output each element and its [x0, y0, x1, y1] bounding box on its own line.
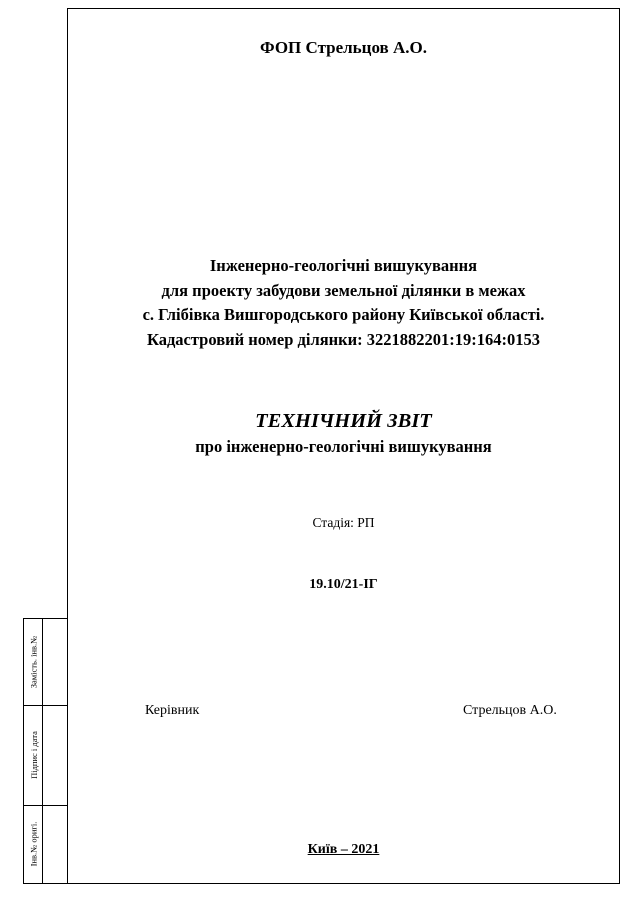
report-subtitle: про інженерно-геологічні вишукування — [195, 437, 492, 456]
stamp-cell — [26, 805, 41, 883]
cadastral-number-line: Кадастровий номер ділянки: 3221882201:19:164:0153 — [146, 329, 541, 349]
city-year: Київ – 2021 — [307, 842, 380, 857]
description-line: Інженерно-геологічні вишукування — [209, 256, 478, 275]
stamp-label-signature: Підпис і дата — [28, 731, 39, 779]
stamp-label-replacement: Замість. інв.№ — [28, 635, 39, 689]
signature-role: Керівник — [145, 703, 200, 718]
stamp-divider — [42, 619, 43, 883]
description-line: для проекту забудови земельної ділянки в межах — [161, 280, 526, 300]
signature-name: Стрельцов А.О. — [463, 703, 557, 718]
document-code: 19.10/21-ІГ — [309, 577, 378, 592]
stamp-cell — [26, 619, 41, 705]
stamp-label-original: Інв.№ оригі. — [28, 821, 39, 867]
firm-name: ФОП Стрельцов А.О. — [260, 38, 427, 57]
project-stage: Стадія: РП — [312, 515, 375, 530]
project-description — [67, 254, 620, 352]
report-title: ТЕХНІЧНИЙ ЗВІТ — [255, 410, 432, 432]
side-stamp — [23, 618, 68, 884]
stamp-cell — [26, 705, 41, 805]
description-line: с. Глібівка Вишгородського району Київської області. — [142, 305, 545, 324]
